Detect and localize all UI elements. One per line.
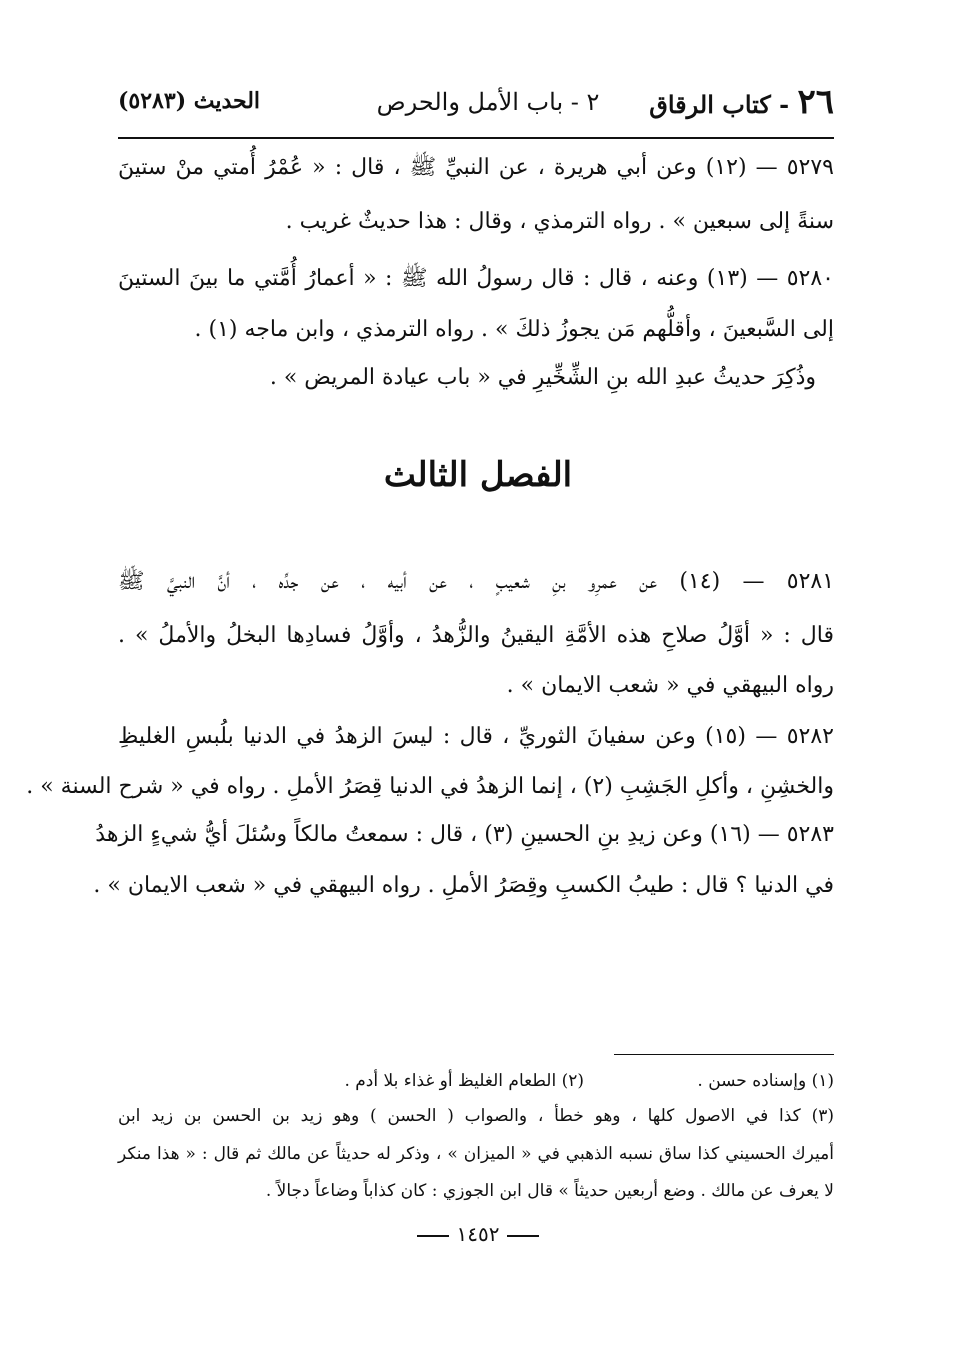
page-number: ١٤٥٢ (456, 1222, 500, 1246)
footnote-3-line-1: (٣) كذا في الاصول كلها ، وهو خطأ ، والصواب ( الحسن ) وهو زيد بن الحسن بن زيد ابن (118, 1106, 834, 1126)
page-number-dash-left (417, 1235, 449, 1237)
footnote-3-line-3: لا يعرف عن مالك . وضع أربعين حديثاً » قال ابن الجوزي : كان كذاباً وضاعاً دجالاً . (265, 1181, 834, 1201)
hadith-5282-line-2: والخشِنِ ، وأكلِ الجَشِبِ (٢) ، إنما الزهدُ في الدنيا قِصَرُ الأملِ . رواه في « شرح السنة » . (26, 774, 834, 799)
header-book-name: - كتاب الرقاق (649, 90, 790, 119)
hadith-5280-line-2: إلى السَّبعينَ ، وأقلُّهم مَن يجوزُ ذلكَ » . رواه الترمذي ، وابن ماجه (١) . (194, 317, 834, 342)
page-number-dash-right (507, 1235, 539, 1237)
header-hadith-ref: الحديث (٥٢٨٣) (118, 88, 261, 114)
hadith-5283-line-1: ٥٢٨٣ — (١٦) وعن زيدِ بنِ الحسينِ (٣) ، قال : سمعتُ مالكاً وسُئلَ أيُّ شيءٍ الزهدُ (95, 822, 834, 847)
page-number-footer (0, 1222, 956, 1246)
hadith-5281-line-2: قال : « أوَّلُ صلاحِ هذه الأمَّةِ اليقينُ والزُّهدُ ، وأوَّلُ فسادِها البخلُ والأملُ » . (118, 623, 834, 648)
footnotes-1-2 (114, 1068, 834, 1094)
hadith-5282-line-1: ٥٢٨٢ — (١٥) وعن سفيانَ الثوريِّ ، قال : ليسَ الزهدُ في الدنيا بلُبسِ الغليظِ (118, 724, 834, 749)
footnote-rule (614, 1054, 834, 1055)
hadith-5281-line-3: رواه البيهقي في « شعب الايمان » . (506, 673, 834, 698)
hadith-5281-line-1: ٥٢٨١ — (١٤) عن عمرِو بنِ شعيبٍ ، عن أبيه ، عن جدِّه ، أنَّ النبيَّ ﷺ (118, 569, 835, 594)
running-header (118, 82, 834, 126)
footnote-2: (٢) الطعام الغليظ أو غذاء بلا أدم . (344, 1071, 584, 1091)
footnote-3-line-2: أميرك الحسيني كذا ساق نسبه الذهبي في « الميزان » ، وذكر له حديثاً عن مالك ثم قال : « هذا منكر (118, 1144, 834, 1164)
footnote-1: (١) وإسناده حسن . (697, 1071, 834, 1091)
header-page-number: ٢٦ (797, 82, 834, 122)
hadith-5279-line-2: سنةً إلى سبعين » . رواه الترمذي ، وقال : هذا حديثٌ غريب . (285, 209, 834, 234)
hadith-5283-line-2: في الدنيا ؟ قال : طيبُ الكسبِ وقِصَرُ الأملِ . رواه البيهقي في « شعب الايمان » . (93, 873, 834, 898)
hadith-5279-line-1: ٥٢٧٩ — (١٢) وعن أبي هريرة ، عن النبيِّ ﷺ ، قال : « عُمْرُ أُمتي منْ ستينَ (118, 155, 834, 180)
header-chapter: ٢ - باب الأمل والحرص (376, 88, 600, 116)
section-title: الفصل الثالث (383, 455, 573, 495)
hadith-5280-line-1: ٥٢٨٠ — (١٣) وعنه ، قال : قال رسولُ الله ﷺ : « أعمارُ أُمَّتي ما بينَ الستينَ (118, 266, 834, 291)
header-rule (118, 137, 834, 139)
hadith-5280-line-3: وذُكِرَ حديثُ عبدِ الله بنِ الشِّخِّيرِ في « باب عيادة المريض » . (269, 365, 816, 390)
header-book-title (649, 82, 834, 122)
